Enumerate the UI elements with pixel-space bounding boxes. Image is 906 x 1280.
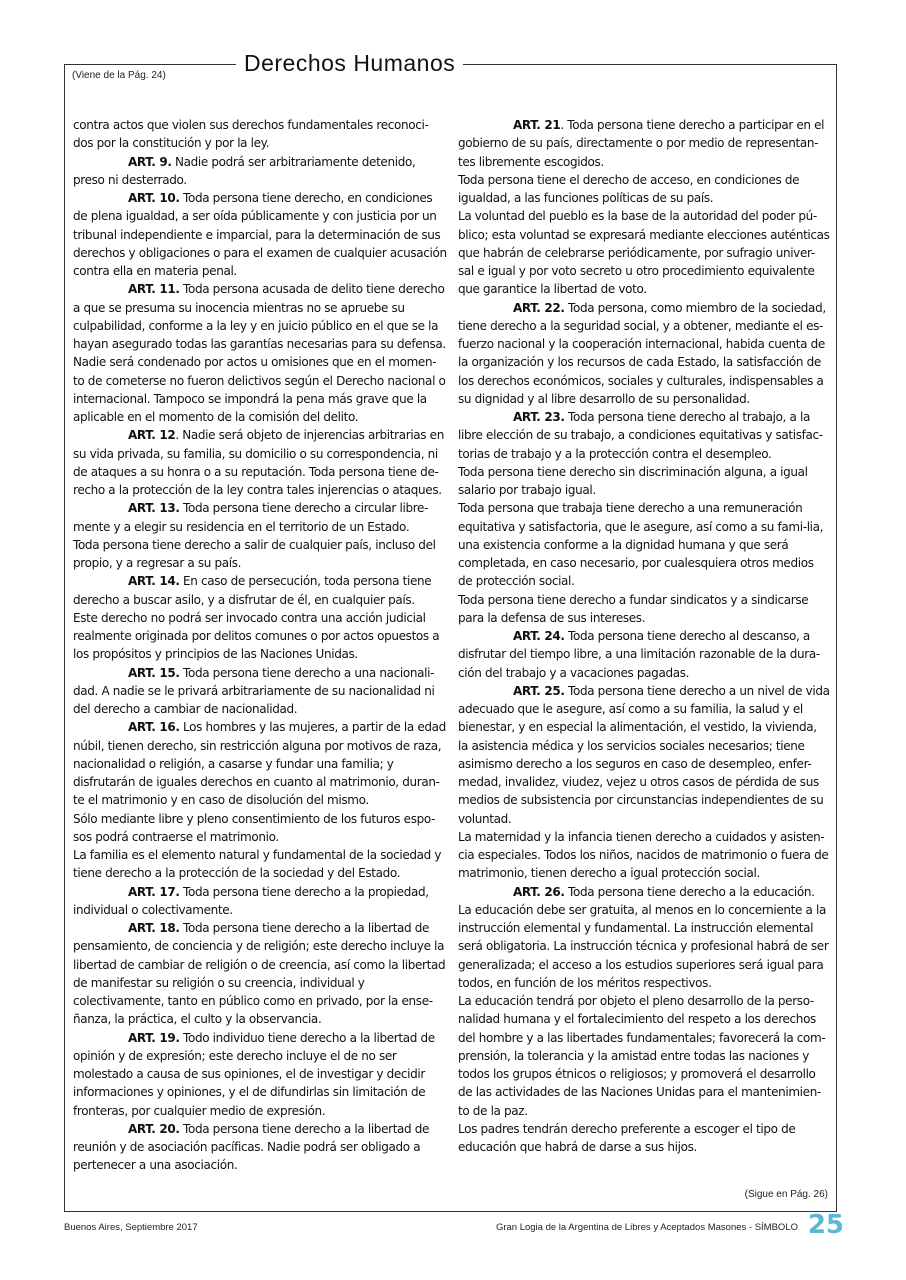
article-number: ART. 20.	[128, 1121, 180, 1136]
article-text: La educación debe ser gratuita, al menos en lo concerniente a la instrucción elemental y fundamental. La instrucción elemental será obligatoria. La instrucción técnica y profesional habrá de ser generalizada; el acceso a los estudios superiores será igual para todos, en función de los méritos respectivos.	[458, 902, 829, 990]
paragraph	[458, 408, 830, 463]
paragraph	[73, 499, 447, 536]
article-text: Toda persona tiene derecho sin discriminación alguna, a igual salario por trabajo igual.	[458, 464, 808, 497]
article-text: Toda persona tiene derecho a un nivel de vida adecuado que le asegure, así como a su familia, la salud y el bienestar, y en especial la alimentación, el vestido, la vivienda, la asistencia médica y los servicios sociales necesarios; tiene asimismo derecho a los seguros en caso de desempleo, enfer-medad, invalidez, viudez, vejez u otros casos de pérdida de sus medios de subsistencia por circunstancias independientes de su voluntad.	[458, 683, 830, 826]
article-number: ART. 23.	[513, 410, 565, 424]
article-text: La voluntad del pueblo es la base de la autoridad del poder pú-blico; esta voluntad se expresará mediante elecciones auténticas que habrán de celebrarse periódicamente, por sufragio univer-sal e igual y por voto secreto u otro procedimiento equivalente que garantice la libertad de voto.	[458, 209, 830, 297]
article-number: ART. 21	[513, 118, 561, 132]
paragraph	[458, 207, 830, 298]
article-text: Sólo mediante libre y pleno consentimiento de los futuros espo-sos podrá contraerse el matrimonio.	[73, 811, 436, 844]
article-text: Toda persona tiene derecho al trabajo, a la libre elección de su trabajo, a condiciones equitativas y satisfac-torias de trabajo y a la protección contra el desempleo.	[458, 410, 823, 461]
article-text: Toda persona, como miembro de la sociedad, tiene derecho a la seguridad social, y a obtener, mediante el es-fuerzo nacional y la cooperación internacional, habida cuenta de la organización y los recursos de cada Estado, la satisfacción de los derechos económicos, sociales y culturales, indispensables a su dignidad y al libre desarrollo de su personalidad.	[458, 300, 826, 406]
article-text: La familia es el elemento natural y fundamental de la sociedad y tiene derecho a la protección de la sociedad y del Estado.	[73, 848, 442, 881]
paragraph	[458, 901, 830, 992]
article-number: ART. 18.	[128, 921, 180, 935]
article-text: La maternidad y la infancia tienen derecho a cuidados y asisten-cia especiales. Todos los niños, nacidos de matrimonio o fuera de matrimonio, tienen derecho a igual protección social.	[458, 829, 829, 881]
page-title: Derechos Humanos	[244, 50, 456, 76]
paragraph	[458, 499, 830, 590]
article-text: Toda persona tiene derecho a la libertad de reunión y de asociación pacíficas. Nadie podrá ser obligado a pertenecer a una asociación.	[73, 1121, 430, 1173]
continued-from-note: (Viene de la Pág. 24)	[72, 70, 166, 81]
article-text: . Nadie será objeto de injerencias arbitrarias en su vida privada, su familia, su domicilio o su correspondencia, ni de ataques a su honra o a su reputación. Toda persona tiene de-recho a la protección de la ley contra tales injerencias o ataques.	[73, 428, 444, 497]
article-text: Toda persona tiene derecho a fundar sindicatos y a sindicarse para la defensa de sus intereses.	[458, 592, 809, 625]
article-text: Este derecho no podrá ser invocado contra una acción judicial realmente originada por delitos comunes o por actos opuestos a los propósitos y principios de las Naciones Unidas.	[73, 610, 440, 662]
footer-date: Buenos Aires, Septiembre 2017	[64, 1222, 198, 1233]
paragraph	[73, 919, 447, 1029]
article-number: ART. 10.	[128, 191, 180, 205]
article-text: Los padres tendrán derecho preferente a escoger el tipo de educación que habrá de darse a sus hijos.	[458, 1121, 796, 1154]
article-number: ART. 14.	[128, 574, 180, 589]
paragraph	[73, 572, 447, 609]
article-text: En caso de persecución, toda persona tiene derecho a buscar asilo, y a disfrutar de él, en cualquier país.	[73, 574, 432, 607]
paragraph	[458, 116, 830, 171]
paragraph	[73, 718, 447, 809]
paragraph	[458, 883, 830, 901]
paragraph	[458, 1120, 830, 1157]
article-number: ART. 16.	[128, 720, 180, 735]
article-number: ART. 12	[128, 428, 176, 443]
paragraph	[73, 1120, 447, 1175]
article-number: ART. 11.	[128, 282, 180, 297]
paragraph	[73, 810, 447, 847]
paragraph	[73, 353, 447, 426]
paragraph	[458, 299, 830, 409]
paragraph	[73, 116, 447, 153]
paragraph	[73, 846, 447, 883]
paragraph	[458, 682, 830, 828]
page-number: 25	[807, 1210, 844, 1240]
article-number: ART. 19.	[128, 1030, 180, 1045]
article-text: La educación tendrá por objeto el pleno desarrollo de la perso-nalidad humana y el fortalecimiento del respeto a los derechos del hombre y a las libertades fundamentales; favorecerá la com-prensión, la tolerancia y la amistad entre todas las naciones y todos los grupos étnicos o religiosos; y promoverá el desarrollo de las actividades de las Naciones Unidas para el mantenimien-to de la paz.	[458, 994, 826, 1118]
paragraph	[458, 463, 830, 500]
article-number: ART. 26.	[513, 884, 565, 899]
article-text: Toda persona tiene derecho a la propiedad, individual o colectivamente.	[73, 884, 429, 917]
paragraph	[73, 153, 447, 190]
article-text: contra actos que violen sus derechos fundamentales reconoci-dos por la constitución y por la ley.	[73, 118, 429, 151]
article-number: ART. 24.	[513, 629, 565, 643]
left-column	[73, 116, 447, 1175]
footer-publication: Gran Logia de la Argentina de Libres y Aceptados Masones - SÍMBOLO	[495, 1222, 798, 1233]
article-text: Nadie podrá ser arbitrariamente detenido, preso ni desterrado.	[73, 154, 416, 187]
article-text: Toda persona tiene derecho al descanso, a disfrutar del tiempo libre, a una limitación razonable de la dura-ción del trabajo y a vacaciones pagadas.	[458, 629, 820, 680]
article-text: Todo individuo tiene derecho a la libertad de opinión y de expresión; este derecho incluye el de no ser molestado a causa de sus opiniones, el de investigar y decidir informaciones y opiniones, y el de difundirlas sin limitación de fronteras, por cualquier medio de expresión.	[73, 1030, 435, 1118]
paragraph	[73, 664, 447, 719]
article-text: Toda persona tiene derecho a la educación.	[564, 884, 815, 899]
article-number: ART. 13.	[128, 501, 180, 516]
article-text: Nadie será condenado por actos u omisiones que en el momen-to de cometerse no fueron delictivos según el Derecho nacional o internacional. Tampoco se impondrá la pena más grave que la aplicable en el momento de la comisión del delito.	[73, 355, 446, 424]
paragraph	[73, 426, 447, 499]
paragraph	[458, 171, 830, 208]
article-text: Toda persona tiene el derecho de acceso, en condiciones de igualdad, a las funciones políticas de su país.	[458, 172, 800, 205]
continued-on-note: (Sigue en Pág. 26)	[744, 1189, 828, 1200]
article-number: ART. 22.	[513, 300, 565, 315]
header	[236, 48, 463, 80]
right-column	[458, 116, 830, 1156]
article-text: Toda persona tiene derecho, en condiciones de plena igualdad, a ser oída públicamente y con justicia por un tribunal independiente e imparcial, para la determinación de sus derechos y obligaciones o para el examen de cualquier acusación contra ella en materia penal.	[73, 191, 447, 278]
paragraph	[73, 609, 447, 664]
article-number: ART. 15.	[128, 665, 180, 680]
article-text: Toda persona tiene derecho a salir de cualquier país, incluso del propio, y a regresar a su país.	[73, 537, 436, 570]
article-number: ART. 9.	[128, 154, 172, 169]
paragraph	[73, 280, 447, 353]
paragraph	[73, 536, 447, 573]
article-text: Toda persona tiene derecho a circular libre-mente y a elegir su residencia en el territorio de un Estado.	[73, 501, 429, 534]
paragraph	[458, 992, 830, 1120]
paragraph	[458, 627, 830, 682]
paragraph	[73, 189, 447, 280]
paragraph	[73, 883, 447, 920]
article-number: ART. 17.	[128, 884, 180, 899]
article-text: Toda persona tiene derecho a una nacionali-dad. A nadie se le privará arbitrariamente de su nacionalidad ni del derecho a cambiar de nacionalidad.	[73, 665, 435, 716]
paragraph	[458, 828, 830, 883]
article-text: . Toda persona tiene derecho a participar en el gobierno de su país, directamente o por medio de representan-tes libremente escogidos.	[458, 118, 825, 169]
article-text: Toda persona acusada de delito tiene derecho a que se presuma su inocencia mientras no se apruebe su culpabilidad, conforme a la ley y en juicio público en el que se la hayan asegurado todas las garantías necesarias para su defensa.	[73, 282, 446, 351]
article-text: Toda persona que trabaja tiene derecho a una remuneración equitativa y satisfactoria, que le asegure, así como a su fami-lia, una existencia conforme a la dignidad humana y que será completada, en caso necesario, por cualesquiera otros medios de protección social.	[458, 501, 824, 589]
article-number: ART. 25.	[513, 683, 565, 698]
article-text: Los hombres y las mujeres, a partir de la edad núbil, tienen derecho, sin restricción alguna por motivos de raza, nacionalidad o religión, a casarse y fundar una familia; y disfrutarán de iguales derechos en cuanto al matrimonio, duran-te el matrimonio y en caso de disolución del mismo.	[73, 720, 446, 808]
paragraph	[458, 591, 830, 628]
paragraph	[73, 1029, 447, 1120]
article-text: Toda persona tiene derecho a la libertad de pensamiento, de conciencia y de religión; este derecho incluye la libertad de cambiar de religión o de creencia, así como la libertad de manifestar su religión o su creencia, individual y colectivamente, tanto en público como en privado, por la ense-ñanza, la práctica, el culto y la observancia.	[73, 921, 446, 1027]
